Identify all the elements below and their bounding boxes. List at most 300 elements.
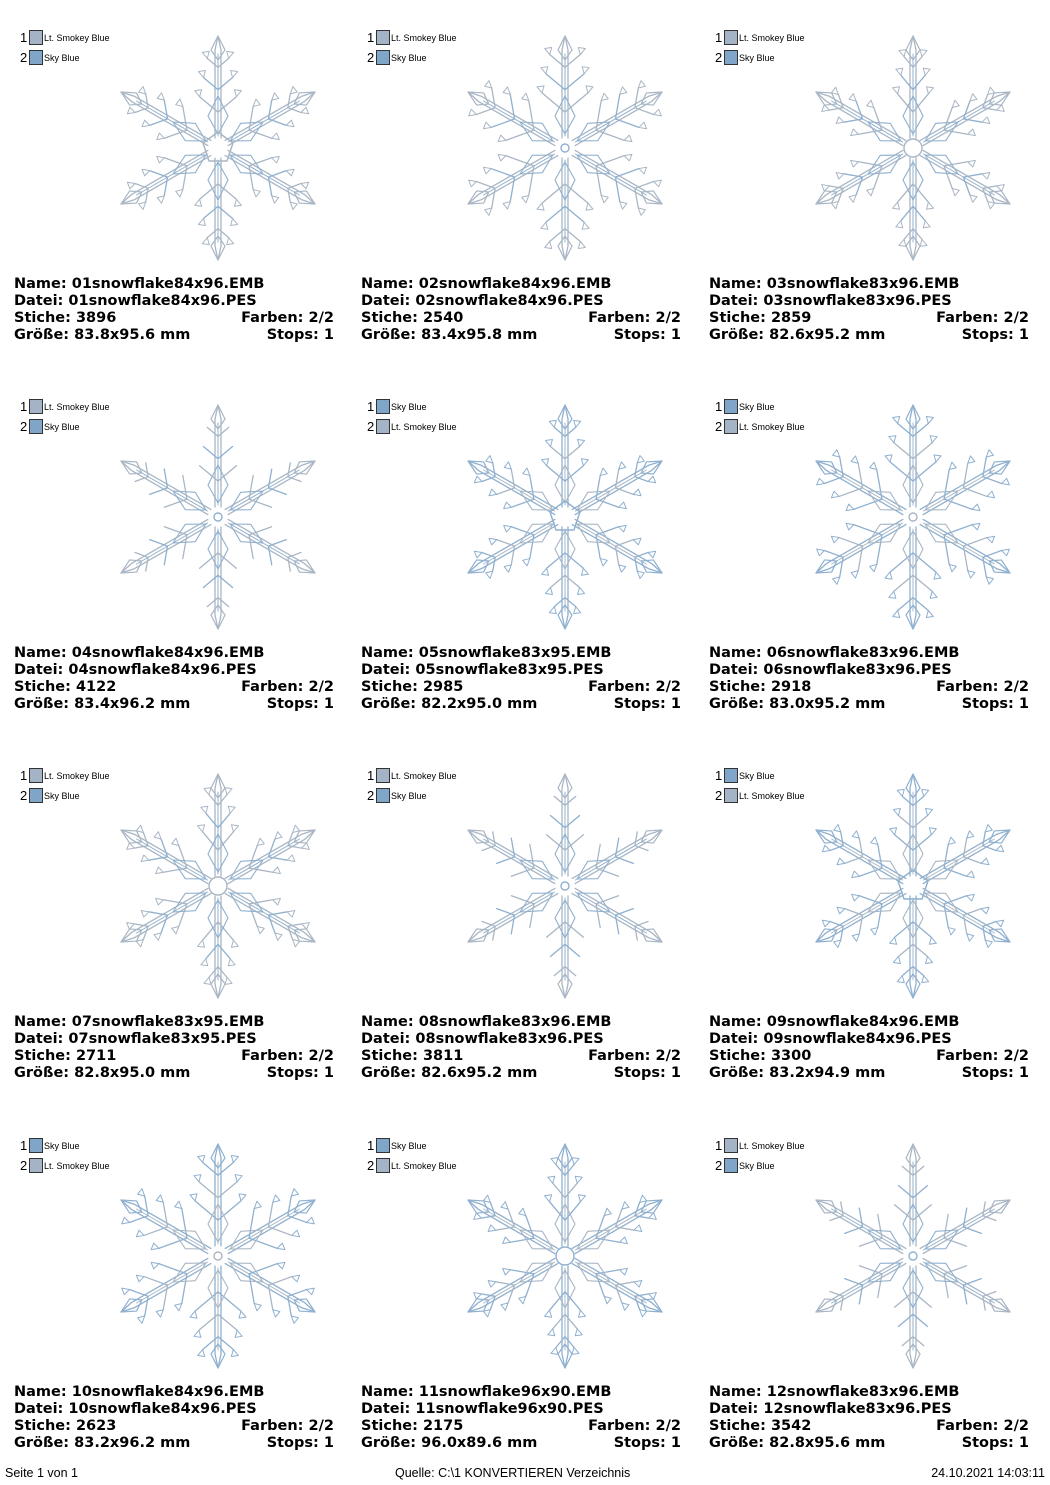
size-label: Größe: — [361, 327, 417, 343]
design-size: 83.2x94.9 mm — [769, 1065, 886, 1081]
snowflake-design-icon — [803, 30, 1023, 266]
info-left — [14, 1014, 264, 1030]
stops-label: Stops: — [266, 1065, 319, 1081]
stops-label: Stops: — [961, 1435, 1014, 1451]
info-row — [361, 276, 681, 293]
design-info — [14, 1014, 334, 1082]
info-row — [14, 276, 334, 293]
info-right — [962, 1435, 1029, 1452]
info-left — [361, 1401, 604, 1417]
stops-label: Stops: — [266, 327, 319, 343]
design-info — [14, 1384, 334, 1452]
info-row — [709, 1014, 1029, 1031]
size-label: Größe: — [709, 696, 765, 712]
thread-name: Lt. Smokey Blue — [391, 33, 457, 43]
design-name: 04snowflake84x96.EMB — [71, 645, 265, 661]
design-size: 82.6x95.2 mm — [421, 1065, 538, 1081]
thread-number: 2 — [367, 1158, 375, 1173]
info-left — [361, 1384, 611, 1400]
colors-label: Farben: — [241, 310, 304, 326]
snowflake-design-icon — [455, 399, 675, 635]
info-left — [14, 696, 190, 712]
thread-number: 2 — [367, 50, 375, 65]
thread-number: 2 — [715, 788, 723, 803]
design-preview — [108, 399, 328, 635]
design-card — [0, 738, 348, 1107]
stop-count: 1 — [1018, 696, 1029, 712]
stops-label: Stops: — [961, 1065, 1014, 1081]
info-right — [588, 1418, 681, 1435]
design-preview — [803, 30, 1023, 266]
design-info — [361, 276, 681, 344]
snowflake-design-icon — [803, 768, 1023, 1004]
name-label: Name: — [361, 1014, 414, 1030]
info-left — [361, 645, 611, 661]
color-count: 2/2 — [655, 1048, 681, 1064]
snowflake-design-icon — [455, 1138, 675, 1374]
stitch-count: 2918 — [770, 679, 812, 695]
stops-label: Stops: — [266, 1435, 319, 1451]
info-left — [14, 327, 190, 343]
color-count: 2/2 — [655, 1418, 681, 1434]
design-info — [361, 1014, 681, 1082]
info-row — [361, 1031, 681, 1048]
thread-swatch — [376, 788, 390, 803]
design-card — [0, 369, 348, 738]
thread-swatch — [29, 768, 43, 783]
stitches-label: Stiche: — [14, 1418, 71, 1434]
info-left — [709, 293, 952, 309]
page-footer — [0, 1464, 1050, 1482]
design-file: 11snowflake96x90.PES — [415, 1401, 604, 1417]
info-row — [709, 1031, 1029, 1048]
thread-number: 1 — [20, 1138, 28, 1153]
info-right — [267, 1065, 334, 1082]
info-left — [361, 276, 611, 292]
thread-number: 2 — [715, 419, 723, 434]
snowflake-design-icon — [803, 1138, 1023, 1374]
thread-name: Sky Blue — [739, 53, 775, 63]
info-right — [936, 1418, 1029, 1435]
thread-name: Lt. Smokey Blue — [44, 771, 110, 781]
info-row — [709, 293, 1029, 310]
thread-number: 1 — [20, 399, 28, 414]
info-row — [709, 276, 1029, 293]
design-card — [347, 738, 695, 1107]
file-label: Datei: — [361, 1401, 411, 1417]
thread-number: 1 — [20, 30, 28, 45]
info-right — [962, 327, 1029, 344]
info-row — [361, 1048, 681, 1065]
stop-count: 1 — [323, 1435, 334, 1451]
info-row — [14, 696, 334, 713]
design-card — [695, 0, 1043, 369]
design-preview — [803, 768, 1023, 1004]
thread-number: 1 — [367, 1138, 375, 1153]
design-size: 83.4x96.2 mm — [74, 696, 191, 712]
thread-swatch — [724, 30, 738, 45]
size-label: Größe: — [14, 1435, 70, 1451]
info-right — [241, 1418, 334, 1435]
color-count: 2/2 — [655, 679, 681, 695]
info-left — [14, 1048, 116, 1064]
size-label: Größe: — [709, 327, 765, 343]
info-row — [14, 310, 334, 327]
design-name: 12snowflake83x96.EMB — [766, 1384, 960, 1400]
info-row — [709, 645, 1029, 662]
stop-count: 1 — [670, 696, 681, 712]
snowflake-design-icon — [455, 30, 675, 266]
info-row — [361, 696, 681, 713]
design-name: 01snowflake84x96.EMB — [71, 276, 265, 292]
info-left — [709, 1065, 885, 1081]
info-right — [241, 1048, 334, 1065]
info-right — [267, 1435, 334, 1452]
design-size: 82.6x95.2 mm — [769, 327, 886, 343]
info-row — [14, 327, 334, 344]
info-right — [962, 696, 1029, 713]
info-left — [709, 645, 959, 661]
thread-number: 2 — [20, 419, 28, 434]
snowflake-design-icon — [803, 399, 1023, 635]
info-row — [361, 310, 681, 327]
stitch-count: 2540 — [422, 310, 464, 326]
thread-number: 2 — [20, 1158, 28, 1173]
thread-number: 1 — [367, 399, 375, 414]
info-row — [14, 1435, 334, 1452]
thread-swatch — [724, 50, 738, 65]
info-left — [361, 310, 463, 326]
stitches-label: Stiche: — [361, 679, 418, 695]
thread-swatch — [724, 1158, 738, 1173]
design-file: 04snowflake84x96.PES — [68, 662, 257, 678]
info-row — [14, 1065, 334, 1082]
info-left — [14, 679, 116, 695]
info-row — [709, 327, 1029, 344]
info-left — [361, 293, 604, 309]
thread-number: 1 — [715, 768, 723, 783]
info-left — [361, 1418, 463, 1434]
thread-name: Lt. Smokey Blue — [739, 422, 805, 432]
stop-count: 1 — [1018, 1435, 1029, 1451]
thread-swatch — [29, 419, 43, 434]
design-card — [695, 1108, 1043, 1477]
info-row — [14, 679, 334, 696]
info-left — [14, 293, 257, 309]
thread-swatch — [724, 788, 738, 803]
name-label: Name: — [361, 645, 414, 661]
info-row — [709, 662, 1029, 679]
info-row — [709, 1065, 1029, 1082]
stitches-label: Stiche: — [709, 1418, 766, 1434]
colors-label: Farben: — [241, 679, 304, 695]
thread-swatch — [724, 399, 738, 414]
info-left — [709, 1435, 885, 1451]
info-row — [361, 645, 681, 662]
color-count: 2/2 — [308, 1418, 334, 1434]
info-left — [361, 662, 604, 678]
stop-count: 1 — [670, 1435, 681, 1451]
thread-swatch — [724, 419, 738, 434]
file-label: Datei: — [709, 662, 759, 678]
thread-name: Sky Blue — [391, 791, 427, 801]
info-left — [361, 1031, 604, 1047]
info-row — [709, 1435, 1029, 1452]
thread-swatch — [724, 768, 738, 783]
name-label: Name: — [14, 645, 67, 661]
design-name: 06snowflake83x96.EMB — [766, 645, 960, 661]
thread-swatch — [29, 788, 43, 803]
thread-number: 2 — [367, 419, 375, 434]
info-left — [709, 1014, 959, 1030]
stitch-count: 2623 — [75, 1418, 117, 1434]
stops-label: Stops: — [961, 327, 1014, 343]
info-right — [588, 679, 681, 696]
colors-label: Farben: — [588, 679, 651, 695]
info-row — [709, 1048, 1029, 1065]
stitches-label: Stiche: — [709, 679, 766, 695]
file-label: Datei: — [709, 293, 759, 309]
file-label: Datei: — [361, 293, 411, 309]
design-preview — [108, 1138, 328, 1374]
design-preview — [455, 399, 675, 635]
thread-name: Sky Blue — [44, 791, 80, 801]
name-label: Name: — [709, 645, 762, 661]
colors-label: Farben: — [588, 1048, 651, 1064]
thread-name: Lt. Smokey Blue — [391, 422, 457, 432]
color-count: 2/2 — [308, 679, 334, 695]
colors-label: Farben: — [241, 1418, 304, 1434]
info-left — [14, 1401, 257, 1417]
design-info — [709, 645, 1029, 713]
design-file: 03snowflake83x96.PES — [763, 293, 952, 309]
design-file: 12snowflake83x96.PES — [763, 1401, 952, 1417]
info-left — [14, 310, 116, 326]
thread-number: 2 — [20, 788, 28, 803]
thread-number: 2 — [20, 50, 28, 65]
size-label: Größe: — [14, 696, 70, 712]
size-label: Größe: — [14, 327, 70, 343]
design-info — [361, 645, 681, 713]
thread-name: Lt. Smokey Blue — [391, 771, 457, 781]
info-row — [709, 679, 1029, 696]
stitch-count: 3542 — [770, 1418, 812, 1434]
info-row — [14, 645, 334, 662]
stitch-count: 3896 — [75, 310, 117, 326]
info-left — [14, 1418, 116, 1434]
thread-swatch — [29, 30, 43, 45]
colors-label: Farben: — [936, 679, 999, 695]
thread-swatch — [376, 1158, 390, 1173]
page-number: Seite 1 von 1 — [5, 1466, 78, 1480]
thread-number: 1 — [715, 1138, 723, 1153]
thread-name: Lt. Smokey Blue — [739, 791, 805, 801]
thread-number: 1 — [367, 768, 375, 783]
info-row — [361, 293, 681, 310]
info-row — [361, 679, 681, 696]
info-row — [709, 1384, 1029, 1401]
thread-name: Sky Blue — [44, 1141, 80, 1151]
thread-name: Sky Blue — [391, 402, 427, 412]
stop-count: 1 — [1018, 1065, 1029, 1081]
info-left — [709, 1031, 952, 1047]
thread-swatch — [376, 50, 390, 65]
name-label: Name: — [709, 1014, 762, 1030]
info-row — [361, 1418, 681, 1435]
file-label: Datei: — [14, 662, 64, 678]
info-row — [361, 1435, 681, 1452]
info-row — [709, 1401, 1029, 1418]
info-left — [709, 1384, 959, 1400]
stitches-label: Stiche: — [361, 1418, 418, 1434]
info-left — [361, 1048, 463, 1064]
stitches-label: Stiche: — [361, 310, 418, 326]
design-card — [0, 0, 348, 369]
stops-label: Stops: — [613, 696, 666, 712]
stops-label: Stops: — [613, 327, 666, 343]
info-left — [709, 310, 811, 326]
design-size: 82.2x95.0 mm — [421, 696, 538, 712]
name-label: Name: — [14, 276, 67, 292]
design-name: 10snowflake84x96.EMB — [71, 1384, 265, 1400]
name-label: Name: — [709, 1384, 762, 1400]
info-left — [709, 276, 959, 292]
size-label: Größe: — [361, 1435, 417, 1451]
design-preview — [803, 399, 1023, 635]
design-preview — [455, 30, 675, 266]
design-info — [709, 276, 1029, 344]
thread-swatch — [376, 768, 390, 783]
color-count: 2/2 — [1003, 310, 1029, 326]
design-card — [695, 369, 1043, 738]
design-preview — [455, 1138, 675, 1374]
thread-swatch — [29, 399, 43, 414]
thread-name: Sky Blue — [44, 53, 80, 63]
design-file: 10snowflake84x96.PES — [68, 1401, 257, 1417]
thread-number: 1 — [715, 30, 723, 45]
colors-label: Farben: — [936, 1418, 999, 1434]
info-right — [614, 1435, 681, 1452]
size-label: Größe: — [361, 1065, 417, 1081]
design-size: 83.8x95.6 mm — [74, 327, 191, 343]
thread-swatch — [29, 1158, 43, 1173]
stitch-count: 2711 — [75, 1048, 117, 1064]
info-row — [709, 310, 1029, 327]
info-right — [241, 310, 334, 327]
design-file: 08snowflake83x96.PES — [415, 1031, 604, 1047]
thread-number: 2 — [715, 50, 723, 65]
design-info — [14, 276, 334, 344]
thread-name: Sky Blue — [391, 1141, 427, 1151]
info-row — [14, 1384, 334, 1401]
thread-name: Lt. Smokey Blue — [739, 33, 805, 43]
stops-label: Stops: — [613, 1065, 666, 1081]
snowflake-design-icon — [108, 768, 328, 1004]
design-preview — [803, 1138, 1023, 1374]
design-file: 05snowflake83x95.PES — [415, 662, 604, 678]
info-right — [962, 1065, 1029, 1082]
design-name: 05snowflake83x95.EMB — [418, 645, 612, 661]
info-right — [588, 310, 681, 327]
stitch-count: 4122 — [75, 679, 117, 695]
colors-label: Farben: — [588, 310, 651, 326]
size-label: Größe: — [709, 1065, 765, 1081]
design-size: 82.8x95.6 mm — [769, 1435, 886, 1451]
stitch-count: 2175 — [422, 1418, 464, 1434]
stitches-label: Stiche: — [361, 1048, 418, 1064]
info-left — [361, 696, 537, 712]
design-preview — [455, 768, 675, 1004]
stops-label: Stops: — [266, 696, 319, 712]
info-right — [936, 1048, 1029, 1065]
file-label: Datei: — [361, 1031, 411, 1047]
thread-number: 2 — [715, 1158, 723, 1173]
stitches-label: Stiche: — [14, 1048, 71, 1064]
info-row — [14, 293, 334, 310]
thread-swatch — [724, 1138, 738, 1153]
stitches-label: Stiche: — [709, 1048, 766, 1064]
design-card — [347, 369, 695, 738]
info-row — [709, 1418, 1029, 1435]
thread-number: 1 — [20, 768, 28, 783]
stops-label: Stops: — [613, 1435, 666, 1451]
stitches-label: Stiche: — [14, 679, 71, 695]
info-left — [709, 1401, 952, 1417]
thread-name: Sky Blue — [391, 53, 427, 63]
stop-count: 1 — [323, 327, 334, 343]
design-name: 09snowflake84x96.EMB — [766, 1014, 960, 1030]
info-row — [361, 1384, 681, 1401]
design-card — [0, 1108, 348, 1477]
design-info — [14, 645, 334, 713]
info-left — [14, 1384, 264, 1400]
design-file: 06snowflake83x96.PES — [763, 662, 952, 678]
stitches-label: Stiche: — [14, 310, 71, 326]
colors-label: Farben: — [588, 1418, 651, 1434]
design-file: 01snowflake84x96.PES — [68, 293, 257, 309]
name-label: Name: — [14, 1384, 67, 1400]
design-card — [347, 0, 695, 369]
info-left — [361, 1065, 537, 1081]
colors-label: Farben: — [241, 1048, 304, 1064]
design-name: 02snowflake84x96.EMB — [418, 276, 612, 292]
stitch-count: 2859 — [770, 310, 812, 326]
stop-count: 1 — [323, 696, 334, 712]
thread-swatch — [29, 50, 43, 65]
snowflake-design-icon — [108, 1138, 328, 1374]
info-left — [709, 1048, 811, 1064]
stitches-label: Stiche: — [709, 310, 766, 326]
design-name: 08snowflake83x96.EMB — [418, 1014, 612, 1030]
thread-name: Sky Blue — [44, 422, 80, 432]
design-file: 02snowflake84x96.PES — [415, 293, 604, 309]
info-left — [14, 662, 257, 678]
info-left — [14, 1031, 257, 1047]
info-left — [361, 679, 463, 695]
design-name: 07snowflake83x95.EMB — [71, 1014, 265, 1030]
thread-name: Lt. Smokey Blue — [44, 33, 110, 43]
info-left — [14, 276, 264, 292]
file-label: Datei: — [361, 662, 411, 678]
info-row — [361, 1014, 681, 1031]
thread-number: 1 — [367, 30, 375, 45]
thread-name: Lt. Smokey Blue — [44, 402, 110, 412]
info-right — [936, 679, 1029, 696]
thread-name: Sky Blue — [739, 402, 775, 412]
stop-count: 1 — [1018, 327, 1029, 343]
design-file: 09snowflake84x96.PES — [763, 1031, 952, 1047]
snowflake-design-icon — [455, 768, 675, 1004]
